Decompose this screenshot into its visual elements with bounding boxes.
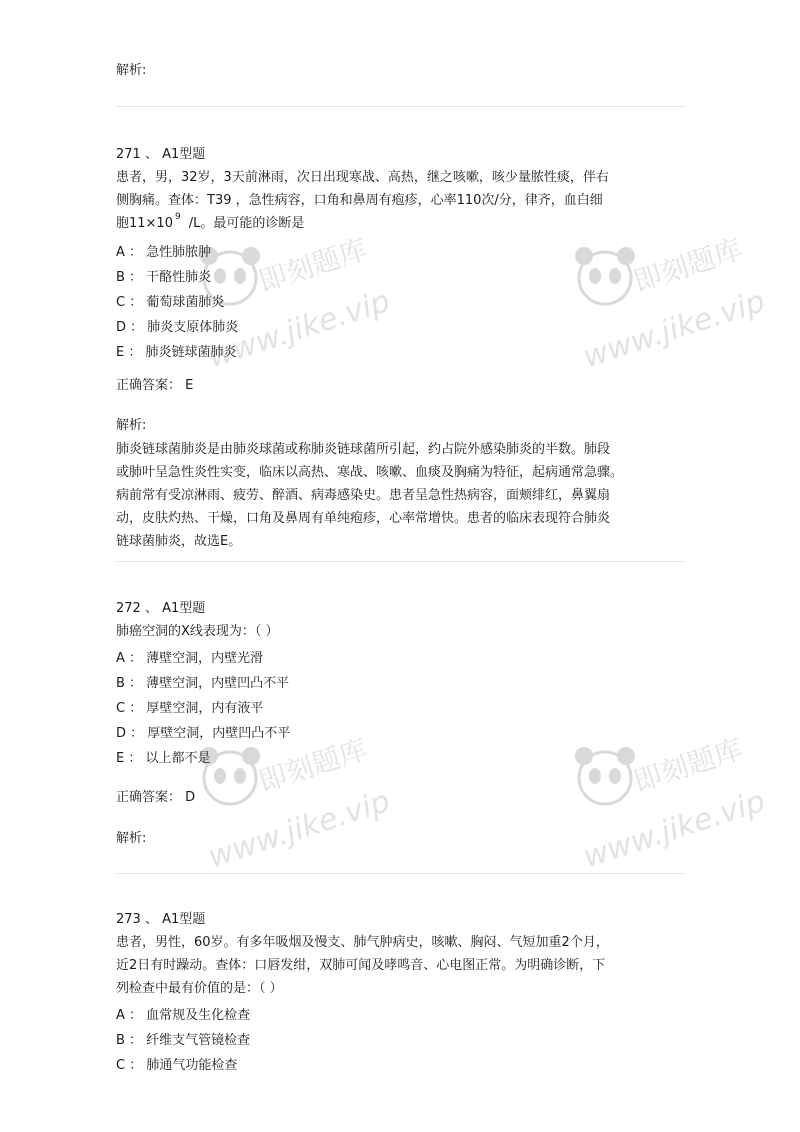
option-list [116, 240, 686, 365]
question-stem-line: 近2日有时躁动。查体：口唇发绀，双肺可闻及哮鸣音、心电图正常。为明确诊断，下 [116, 958, 606, 973]
option-a[interactable]: A ： 薄壁空洞，内壁光滑 [116, 651, 264, 666]
question-header: 271 、 A1型题 [116, 147, 206, 162]
option-d[interactable]: D ： 厚壁空洞，内壁凹凸不平 [116, 726, 291, 741]
analysis-text [116, 438, 686, 553]
correct-answer: 正确答案： D [116, 790, 196, 805]
analysis-line: 病前常有受凉淋雨、疲劳、醉酒、病毒感染史。患者呈急性热病容，面颊绯红，鼻翼扇 [116, 488, 611, 503]
analysis-line: 或肺叶呈急性炎性实变，临床以高热、寒战、咳嗽、血痰及胸痛为特征，起病通常急骤。 [116, 465, 624, 480]
superscript: 9 [174, 212, 181, 222]
correct-answer: 正确答案： E [116, 378, 194, 393]
watermark-brand: 即刻题库 [629, 232, 747, 299]
option-c[interactable]: C ： 厚壁空洞，内有液平 [116, 701, 264, 716]
watermark-url: www.jike.vip [204, 283, 395, 376]
divider [116, 873, 686, 874]
option-list [116, 1003, 686, 1078]
question-header: 273 、 A1型题 [116, 912, 206, 927]
question-stem-line: 列检查中最有价值的是：（ ） [116, 981, 283, 996]
option-b[interactable]: B ： 薄壁空洞，内壁凹凸不平 [116, 676, 290, 691]
question-stem-line [116, 212, 686, 237]
question-stem-line: 患者，男，32岁，3天前淋雨，次日出现寒战、高热，继之咳嗽，咳少量脓性痰，伴右 [116, 170, 609, 185]
option-d[interactable]: D ： 肺炎支原体肺炎 [116, 320, 239, 335]
question-271 [116, 143, 686, 365]
question-header: 272 、 A1型题 [116, 601, 206, 616]
watermark-url: www.jike.vip [579, 783, 770, 876]
question-stem-line: 肺癌空洞的X线表现为：（ ） [116, 624, 279, 639]
analysis-label: 解析: [116, 63, 147, 78]
watermark-brand: 即刻题库 [629, 732, 747, 799]
option-a[interactable]: A ： 急性肺脓肿 [116, 245, 212, 260]
watermark-url: www.jike.vip [204, 783, 395, 876]
divider [116, 106, 686, 107]
question-272 [116, 597, 686, 771]
option-e[interactable]: E ： 肺炎链球菌肺炎 [116, 345, 237, 360]
option-b[interactable]: B ： 干酪性肺炎 [116, 270, 212, 285]
option-e[interactable]: E ： 以上都不是 [116, 751, 211, 766]
watermark-brand: 即刻题库 [254, 232, 372, 299]
watermark-brand: 即刻题库 [254, 732, 372, 799]
question-273 [116, 908, 686, 1078]
stem-text: /L。最可能的诊断是 [188, 216, 305, 231]
analysis-label: 解析: [116, 831, 147, 846]
analysis-line: 动，皮肤灼热、干燥，口角及鼻周有单纯疱疹，心率常增快。患者的临床表现符合肺炎 [116, 511, 611, 526]
analysis-line: 肺炎链球菌肺炎是由肺炎球菌或称肺炎链球菌所引起，约占院外感染肺炎的半数。肺段 [116, 442, 611, 457]
option-b[interactable]: B ： 纤维支气管镜检查 [116, 1033, 251, 1048]
divider [116, 561, 686, 562]
question-stem-line: 患者，男性，60岁。有多年吸烟及慢支、肺气肿病史，咳嗽、胸闷、气短加重2个月， [116, 935, 609, 950]
analysis-line: 链球菌肺炎，故选E。 [116, 534, 242, 549]
option-c[interactable]: C ： 葡萄球菌肺炎 [116, 295, 225, 310]
watermark-url: www.jike.vip [579, 283, 770, 376]
option-c[interactable]: C ： 肺通气功能检查 [116, 1058, 238, 1073]
option-list [116, 646, 686, 771]
analysis-label: 解析: [116, 418, 147, 433]
question-stem-line: 侧胸痛。查体：T39 ，急性病容，口角和鼻周有疱疹，心率110次/分，律齐，血白细 [116, 193, 603, 208]
stem-text: 胞11×10 [116, 216, 173, 231]
option-a[interactable]: A ： 血常规及生化检查 [116, 1008, 251, 1023]
